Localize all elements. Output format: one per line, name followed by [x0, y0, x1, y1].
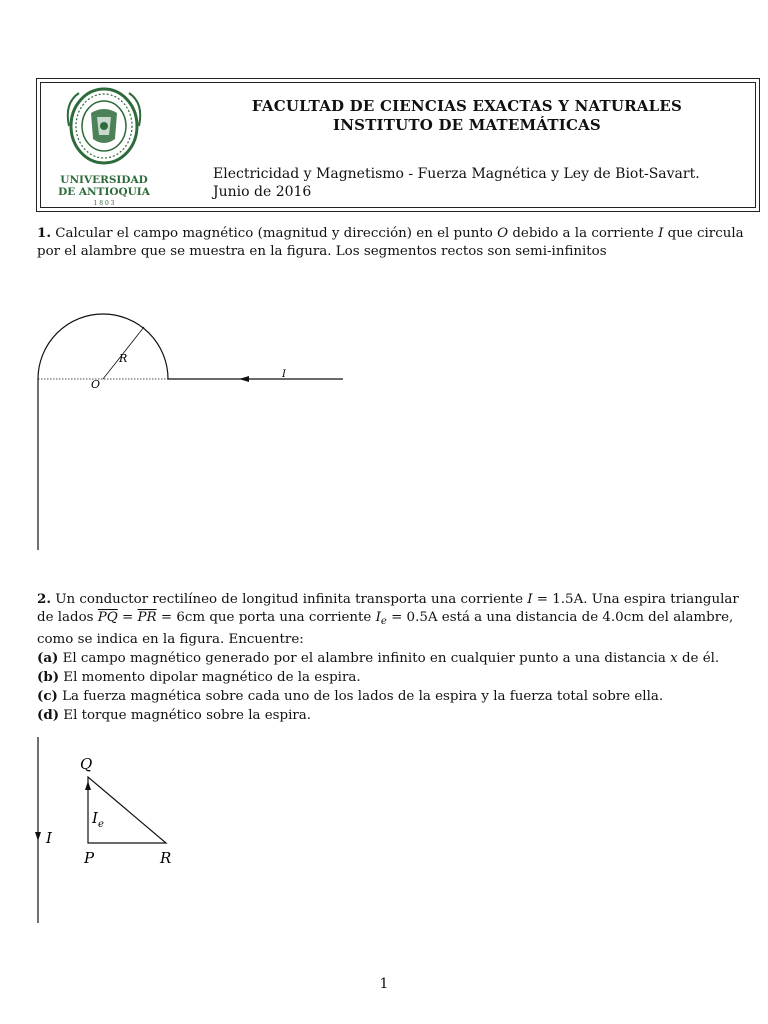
item-b-tag: (b) [37, 669, 60, 685]
problem-2-l2-c: = 0.5A está a una distancia de 4.0cm del alambre, [386, 610, 734, 625]
problem-2-item-a [37, 649, 761, 668]
problem-2-line-1 [37, 590, 761, 609]
symbol-O: O [497, 226, 509, 241]
problem-2-number: 2. [37, 591, 51, 607]
label-Ie-sub: e [97, 819, 104, 830]
problem-1-line-2: por el alambre que se muestra en la figura. Los segmentos rectos son semi-infinitos [37, 244, 607, 259]
item-c-text: La fuerza magnética sobre cada uno de los lados de la espira y la fuerza total sobre ella. [57, 689, 664, 704]
course-date: Junio de 2016 [213, 184, 312, 200]
problem-2-item-c [37, 687, 761, 706]
problem-1-text-a: Calcular el campo magnético (magnitud y dirección) en el punto [50, 226, 498, 241]
wire-path [38, 314, 343, 550]
problem-2-l1-a: Un conductor rectilíneo de longitud infinita transporta una corriente [50, 592, 528, 607]
label-Ie [91, 809, 104, 830]
university-name-line1: UNIVERSIDAD [60, 174, 148, 186]
university-logo [49, 83, 159, 207]
figure-2-wire-and-loop [28, 735, 198, 930]
item-d-tag: (d) [37, 707, 60, 723]
label-R: R [119, 352, 128, 365]
label-P: P [84, 849, 95, 867]
segment-PQ: $\overline{PQ}$ [97, 610, 118, 625]
institute-name: INSTITUTO DE MATEMÁTICAS [333, 116, 601, 134]
figure-1-semicircle-wire [30, 305, 360, 550]
loop-current-arrow-icon [85, 781, 91, 790]
item-a-tag: (a) [37, 650, 59, 666]
page-number: 1 [379, 976, 389, 992]
item-a-text-a: El campo magnético generado por el alambre infinito en cualquier punto a una distancia [58, 651, 671, 666]
problem-2-l2-a: de lados [37, 610, 98, 625]
segment-PR: $\overline{PR}$ [137, 610, 157, 625]
problem-2-statement [37, 590, 761, 725]
symbol-I: I [527, 592, 533, 607]
item-c-tag: (c) [37, 688, 58, 704]
problem-1-text-b: debido a la corriente [508, 226, 659, 241]
faculty-title [197, 97, 737, 135]
triangular-loop [88, 777, 166, 843]
equals-sign: = [117, 610, 138, 625]
problem-2-l1-b: = 1.5A. Una espira triangular [532, 592, 739, 607]
problem-2-line-3: como se indica en la figura. Encuentre: [37, 632, 304, 647]
label-O: O [91, 378, 101, 391]
symbol-Ie: I [375, 610, 381, 625]
label-Q: Q [80, 755, 93, 773]
course-info [213, 165, 700, 201]
symbol-Ie-subscript: e [380, 616, 387, 627]
faculty-name: FACULTAD DE CIENCIAS EXACTAS Y NATURALES [251, 97, 683, 115]
label-I: I [282, 369, 286, 380]
item-b-text: El momento dipolar magnético de la espira. [59, 670, 361, 685]
label-I-wire: I [46, 829, 52, 847]
university-seal-icon [68, 89, 141, 163]
university-name-line2: DE ANTIOQUIA [58, 186, 150, 198]
problem-1-number: 1. [37, 225, 51, 241]
label-Ie-main: I [92, 809, 98, 827]
problem-2-line-2 [37, 609, 761, 631]
problem-1-text-c: que circula [663, 226, 744, 241]
wire-current-arrow-icon [35, 832, 41, 841]
course-title: Electricidad y Magnetismo - Fuerza Magnética y Ley de Biot-Savart. [213, 166, 700, 182]
item-a-text-b: de él. [677, 651, 720, 666]
symbol-I: I [658, 226, 664, 241]
problem-2-item-b [37, 668, 761, 687]
current-arrow-icon [239, 376, 249, 382]
item-d-text: El torque magnético sobre la espira. [59, 708, 312, 723]
header-box [36, 78, 760, 212]
university-year: 1 8 0 3 [93, 200, 115, 207]
problem-1-statement [37, 224, 761, 261]
symbol-x: x [670, 651, 678, 666]
problem-2-item-d [37, 706, 761, 725]
problem-1-line-1 [37, 224, 761, 243]
problem-2-l2-b: = 6cm que porta una corriente [156, 610, 376, 625]
label-R: R [160, 849, 172, 867]
